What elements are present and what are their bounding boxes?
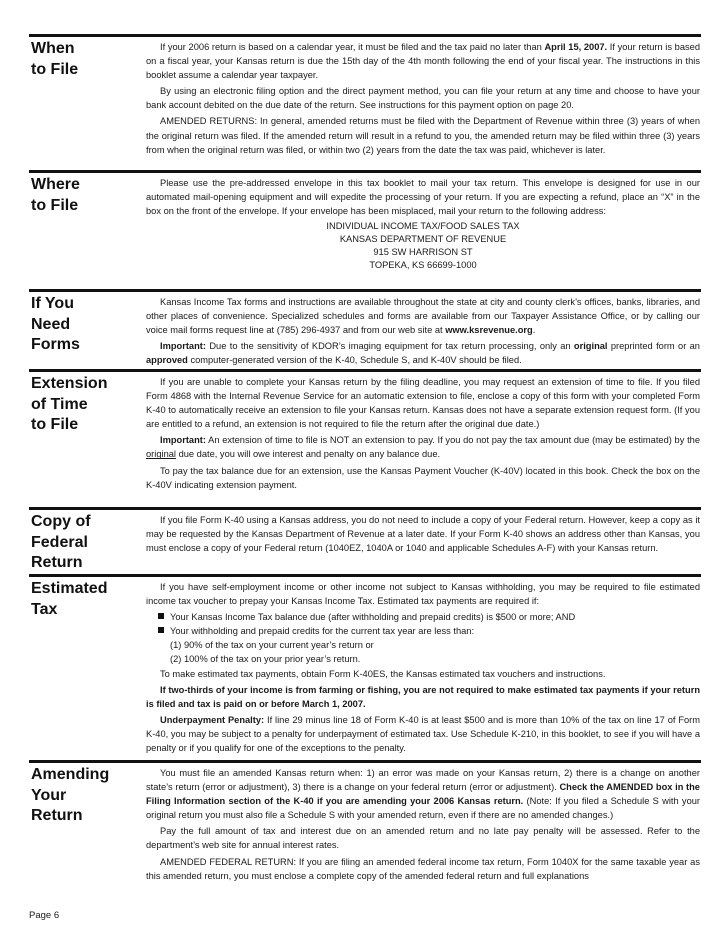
website-link[interactable]: www.ksrevenue.org (445, 325, 533, 336)
paragraph: If two-thirds of your income is from farming or fishing, you are not required to make estimated tax payments if your return is filed and tax is paid on or before March 1, 2007. (146, 684, 700, 709)
section-divider (29, 289, 701, 292)
section-body (146, 766, 700, 885)
paragraph: Please use the pre-addressed envelope in this tax booklet to mail your tax return. This envelope is designed for use in our automated mail-opening equipment and will expedite the processing of your return. If you are expecting a refund, place an “X” in the box on the front of the envelope. If your envelope has been misplaced, mail your return to the following address: (146, 178, 700, 217)
paragraph: Important: An extension of time to file is NOT an extension to pay. If you do not pay the tax amount due (may be estimated) by the original due date, you will owe interest and penalty on any balance due. (146, 435, 700, 460)
section-heading: When to File (31, 40, 79, 78)
paragraph: If you are unable to complete your Kansas return by the filing deadline, you may request an extension of time to file. If you filed Form 4868 with the Internal Revenue Service for an automatic extension to file, enclose a copy of this form with your completed Form K-40 to automatically receive an extension to file your Kansas return. Kansas does not have a separate extension request form. (If you are entitled to a refund, an extension is not required to file the return after the original due date.) (146, 377, 700, 430)
section-heading: Extension of Time to File (31, 375, 108, 433)
section-heading: Amending Your Return (31, 766, 110, 824)
section-divider (29, 574, 701, 577)
section-divider (29, 170, 701, 173)
section-body (146, 513, 700, 557)
sub-item: (1) 90% of the tax on your current year’s return or (170, 640, 374, 651)
paragraph: If your 2006 return is based on a calendar year, it must be filed and the tax paid no later than April 15, 2007. If your return is based on a fiscal year, your Kansas return is due the 15th day of the 4th month following the end of your fiscal year. The instructions in this booklet assume a calendar year taxpayer. (146, 42, 700, 81)
section-body (146, 295, 700, 369)
section-body (146, 176, 700, 271)
paragraph: To pay the tax balance due for an extension, use the Kansas Payment Voucher (K-40V) located in this book. Check the box on the K-40V indicating extension payment. (146, 465, 700, 490)
section-divider (29, 507, 701, 510)
bullet-item: Your withholding and prepaid credits for the current tax year are less than: (146, 624, 700, 638)
section-divider (29, 760, 701, 763)
paragraph: To make estimated tax payments, obtain Form K-40ES, the Kansas estimated tax vouchers and instructions. (160, 668, 606, 679)
sub-item: (2) 100% of the tax on your prior year’s return. (170, 654, 361, 665)
paragraph: AMENDED FEDERAL RETURN: If you are filing an amended federal income tax return, Form 1040X for the same taxable year as this amended return, you must enclose a complete copy of the amended federal return and full explanations (146, 856, 700, 881)
paragraph: AMENDED RETURNS: In general, amended returns must be filed with the Department of Revenue within three (3) years of when the original return was filed. If the amended return will result in a refund to you, the amended return may be filed within three (3) years from when the original return was filed, or within two (2) years from the date the tax was paid, whichever is later. (146, 116, 700, 155)
section-divider (29, 34, 701, 37)
paragraph: Underpayment Penalty: If line 29 minus line 18 of Form K-40 is at least $500 and is more than 10% of the tax on line 17 of Form K-40, you may be subject to a penalty for underpayment of estimated tax. Use Schedule K-210, in this booklet, to see if you will have a penalty or if you qualify for one of the exceptions to the penalty. (146, 714, 701, 754)
paragraph: By using an electronic filing option and the direct payment method, you can file your return at any time and choose to have your bank account debited on the due date of the return. See instructions for this payment option on page 20. (146, 86, 700, 111)
section-divider (29, 369, 701, 372)
bullet-item: Your Kansas Income Tax balance due (after withholding and prepaid credits) is $500 or more; AND (146, 610, 700, 624)
paragraph: You must file an amended Kansas return when: 1) an error was made on your Kansas return, 2) there is a change on another state’s return (error or adjustment), 3) there is a change on your federal return (error or adjustment). Check the AMENDED box in the Filing Information section of the K-40 if you are amending your 2006 Kansas return. (Note: If you filed a Schedule S with your original return you must also file a Schedule S with your amended return, even if there are no amended changes.) (146, 768, 700, 821)
square-bullet-icon (158, 627, 164, 633)
paragraph: Kansas Income Tax forms and instructions are available throughout the state at city and county clerk’s offices, banks, libraries, and other places of convenience. Specialized schedules and forms are available from our Taxpayer Assistance Office, or by calling our voice mail forms request line at (785) 296-4937 and from our web site at www.ksrevenue.org. (146, 297, 700, 336)
section-heading: Where to File (31, 176, 80, 214)
section-body (146, 375, 700, 494)
mailing-address: INDIVIDUAL INCOME TAX/FOOD SALES TAX KANSAS DEPARTMENT OF REVENUE 915 SW HARRISON ST TOPEKA, KS 66699-1000 (326, 221, 520, 270)
section-body (146, 580, 700, 757)
paragraph: If you file Form K-40 using a Kansas address, you do not need to include a copy of your Federal return. However, keep a copy as it may be requested by the Kansas Department of Revenue at a later date. If your Form K-40 shows an address other than Kansas, you must enclose a copy of your Federal return (1040EZ, 1040A or 1040 and applicable Schedules A-F) with your Kansas return. (146, 515, 700, 554)
section-heading: If You Need Forms (31, 295, 80, 353)
page-number: Page 6 (29, 910, 60, 921)
section-heading: Estimated Tax (31, 580, 108, 618)
paragraph: Pay the full amount of tax and interest due on an amended return and no late pay penalty will be assessed. Refer to the department’s web site for annual interest rates. (146, 826, 700, 851)
section-heading: Copy of Federal Return (31, 513, 91, 571)
paragraph: If you have self-employment income or other income not subject to Kansas withholding, you may be required to file estimated income tax voucher to prepay your Kansas Income Tax. Estimated tax payments are required if: (146, 582, 700, 607)
square-bullet-icon (158, 613, 164, 619)
paragraph: Important: Due to the sensitivity of KDOR’s imaging equipment for tax return processing, only an original preprinted form or an approved computer-generated version of the K-40, Schedule S, and K-40V should be filed. (146, 341, 700, 366)
section-body (146, 40, 700, 159)
